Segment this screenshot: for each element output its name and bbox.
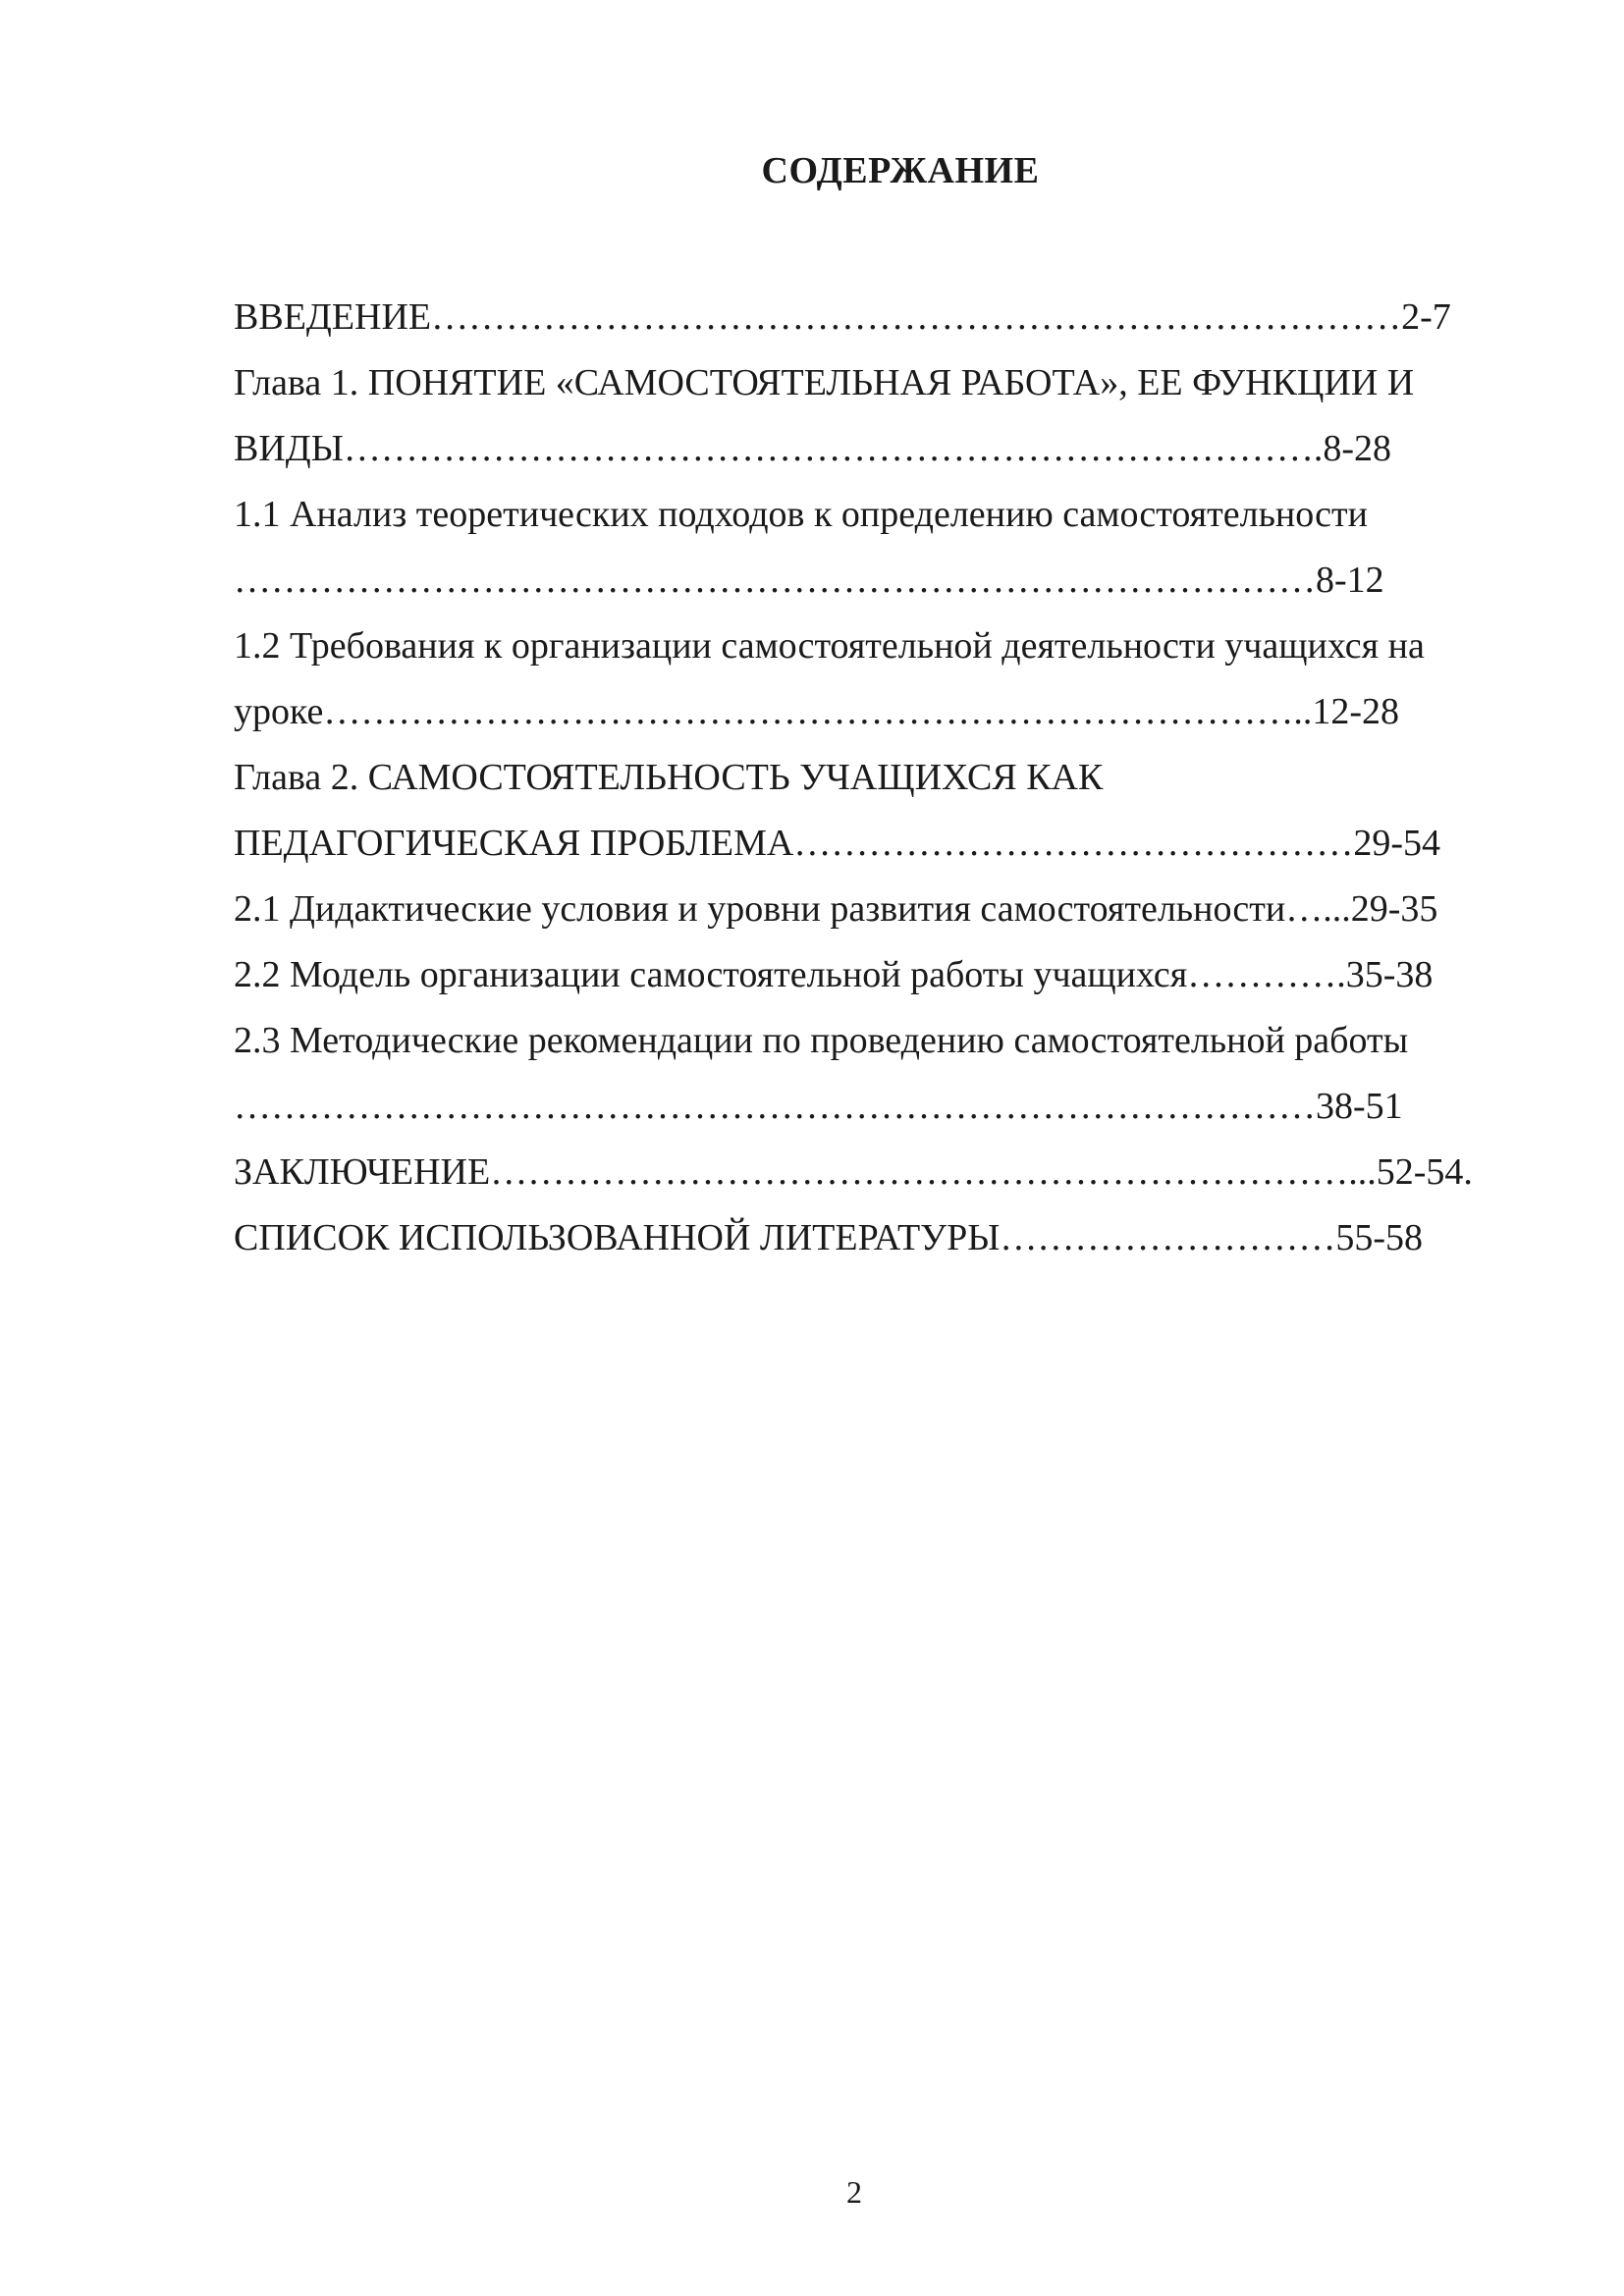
toc-line: 2.1 Дидактические условия и уровни развития самостоятельности…...29-35: [234, 888, 1438, 930]
toc-line: уроке……………………………………………………………………..12-28: [234, 691, 1400, 732]
toc-line: 2.2 Модель организации самостоятельной работы учащихся………….35-38: [234, 954, 1434, 995]
toc-line: ПЕДАГОГИЧЕСКАЯ ПРОБЛЕМА………………………………………29-54: [234, 823, 1441, 864]
toc-line: ……………………………………………………………………………8-12: [234, 560, 1384, 601]
toc-line: Глава 1. ПОНЯТИЕ «САМОСТОЯТЕЛЬНАЯ РАБОТА», ЕЕ ФУНКЦИИ И: [234, 362, 1415, 403]
toc-line: ВВЕДЕНИЕ……………………………………………………………………2-7: [234, 296, 1451, 338]
toc-line: ВИДЫ…………………………………………………………………….8-28: [234, 428, 1392, 469]
page-title: СОДЕРЖАНИЕ: [761, 150, 1040, 191]
toc-line: ЗАКЛЮЧЕНИЕ……………………………………………………………...52-54.: [234, 1151, 1473, 1193]
page-number: 2: [846, 2174, 862, 2210]
toc-line: Глава 2. САМОСТОЯТЕЛЬНОСТЬ УЧАЩИХСЯ КАК: [234, 757, 1104, 798]
toc-line: ……………………………………………………………………………38-51: [234, 1086, 1403, 1127]
table-of-contents: [234, 285, 1476, 1271]
toc-line: 1.1 Анализ теоретических подходов к определению самостоятельности: [234, 494, 1368, 535]
toc-line: СПИСОК ИСПОЛЬЗОВАННОЙ ЛИТЕРАТУРЫ………………………55-58: [234, 1217, 1423, 1258]
toc-line: 1.2 Требования к организации самостоятельной деятельности учащихся на: [234, 625, 1425, 667]
toc-line: 2.3 Методические рекомендации по проведению самостоятельной работы: [234, 1020, 1409, 1061]
